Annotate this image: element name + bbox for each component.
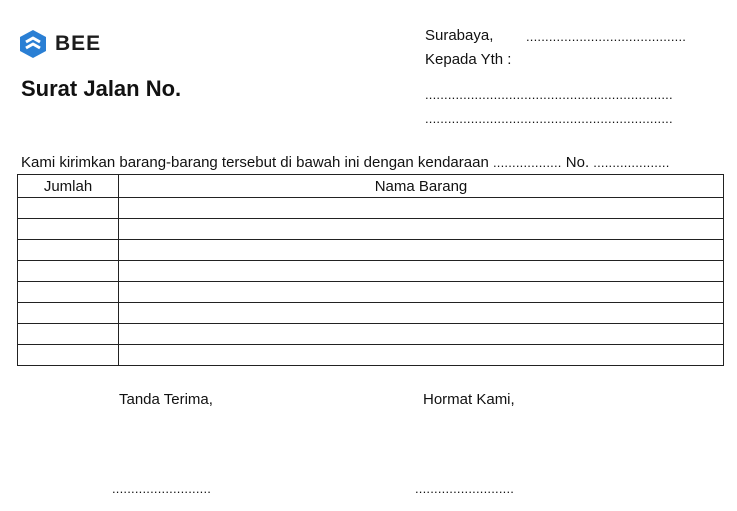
items-table (17, 174, 724, 366)
recipient-line-1: ................................................................. (425, 87, 673, 102)
cell-jumlah (18, 345, 119, 366)
city-line (425, 27, 687, 44)
table-row (18, 282, 724, 303)
table-row (18, 303, 724, 324)
cell-nama-barang (119, 240, 724, 261)
brand-logo (19, 29, 101, 59)
cell-jumlah (18, 240, 119, 261)
cell-nama-barang (119, 219, 724, 240)
cell-jumlah (18, 219, 119, 240)
table-row (18, 261, 724, 282)
intro-line (21, 154, 670, 171)
cell-jumlah (18, 324, 119, 345)
receiver-signature-label: Tanda Terima, (119, 391, 213, 408)
city-label: Surabaya, (425, 27, 494, 44)
cell-jumlah (18, 282, 119, 303)
sender-signature-label: Hormat Kami, (423, 391, 515, 408)
cell-nama-barang (119, 303, 724, 324)
brand-name: BEE (55, 32, 102, 55)
vehicle-dots: .................. (492, 155, 562, 170)
cell-nama-barang (119, 282, 724, 303)
cell-nama-barang (119, 324, 724, 345)
table-row (18, 345, 724, 366)
cell-nama-barang (119, 345, 724, 366)
intro-text: Kami kirimkan barang-barang tersebut di bawah ini dengan kendaraan (21, 154, 489, 171)
cell-jumlah (18, 303, 119, 324)
document-title: Surat Jalan No. (21, 76, 182, 101)
sender-signature-line: .......................... (415, 481, 515, 496)
column-jumlah: Jumlah (18, 175, 119, 198)
table-row (18, 219, 724, 240)
table-header-row (18, 175, 724, 198)
cell-jumlah (18, 198, 119, 219)
column-nama-barang: Nama Barang (119, 175, 724, 198)
vehicle-number-dots: .................... (593, 155, 670, 170)
cell-nama-barang (119, 261, 724, 282)
table-row (18, 198, 724, 219)
table-row (18, 240, 724, 261)
receiver-signature-line: .......................... (112, 481, 212, 496)
cell-jumlah (18, 261, 119, 282)
cell-nama-barang (119, 198, 724, 219)
bee-hexagon-icon (19, 29, 47, 59)
table-row (18, 324, 724, 345)
recipient-line-2: ................................................................. (425, 111, 673, 126)
no-label: No. (565, 154, 590, 171)
recipient-label: Kepada Yth : (425, 51, 512, 68)
date-dots: .......................................... (526, 29, 687, 44)
